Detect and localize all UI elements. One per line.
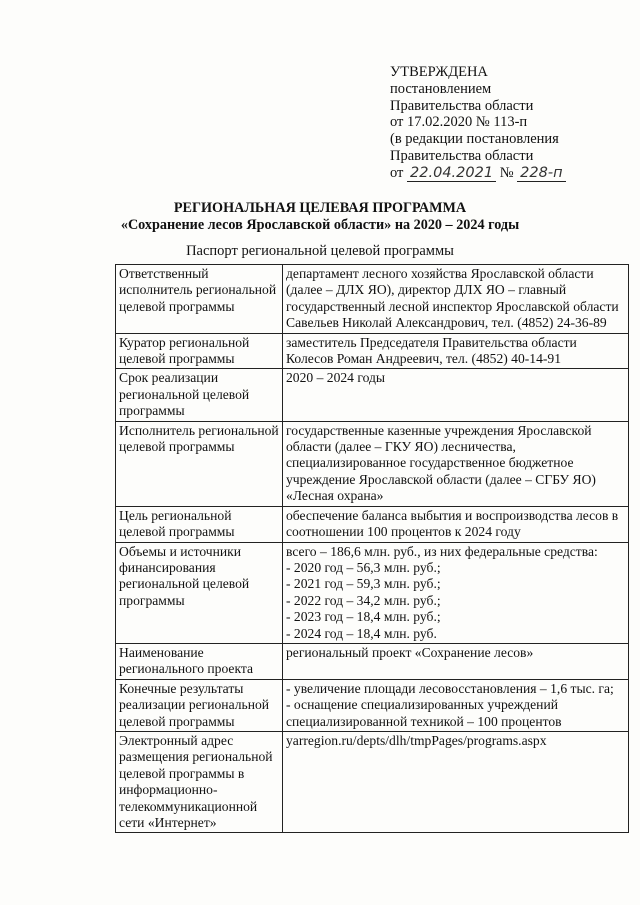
table-row — [116, 679, 629, 731]
financing-line: - 2024 год – 18,4 млн. руб. — [286, 625, 437, 641]
row-label: Исполнитель региональной целевой программы — [116, 421, 283, 506]
table-row — [116, 369, 629, 421]
row-value: департамент лесного хозяйства Ярославской области (далее – ДЛХ ЯО), директор ДЛХ ЯО – главный государственный лесной инспектор Ярославской области Савельев Николай Александрович, тел. (4852) 24-36-89 — [283, 265, 629, 334]
date-prefix: от — [390, 164, 404, 181]
row-value-url: yarregion.ru/depts/dlh/tmpPages/programs.aspx — [283, 731, 629, 832]
number-prefix: № — [499, 164, 514, 181]
passport-subtitle: Паспорт региональной целевой программы — [186, 243, 454, 259]
row-label: Ответственный исполнитель региональной целевой программы — [116, 265, 283, 334]
approval-line: постановлением — [390, 80, 492, 97]
result-line: - увеличение площади лесовосстановления – 1,6 тыс. га; — [286, 680, 614, 696]
row-label: Наименование регионального проекта — [116, 643, 283, 679]
row-label: Срок реализации региональной целевой программы — [116, 369, 283, 421]
passport-table — [115, 264, 629, 833]
row-value: заместитель Председателя Правительства области Колесов Роман Андреевич, тел. (4852) 40-14-91 — [283, 333, 629, 369]
approval-line: УТВЕРЖДЕНА — [390, 64, 488, 80]
row-value-financing — [283, 542, 629, 643]
approval-line: (в редакции постановления — [390, 131, 559, 148]
result-line: - оснащение специализированных учреждений специализированной техникой – 100 процентов — [286, 697, 562, 729]
title-line-1: РЕГИОНАЛЬНАЯ ЦЕЛЕВАЯ ПРОГРАММА — [173, 200, 467, 216]
table-row — [116, 421, 629, 506]
financing-line: - 2021 год – 59,3 млн. руб.; — [286, 576, 441, 592]
approval-line: Правительства области — [390, 147, 534, 164]
financing-line: - 2022 год – 34,2 млн. руб.; — [286, 592, 441, 608]
financing-line: всего – 186,6 млн. руб., из них федеральные средства: — [286, 543, 598, 559]
approval-line: Правительства области — [390, 97, 534, 114]
table-row — [116, 506, 629, 542]
page-title — [0, 200, 640, 234]
row-label: Объемы и источники финансирования региональной целевой программы — [116, 542, 283, 643]
row-label: Конечные результаты реализации региональной целевой программы — [116, 679, 283, 731]
row-value: 2020 – 2024 годы — [283, 369, 629, 421]
row-value: региональный проект «Сохранение лесов» — [283, 643, 629, 679]
handwritten-date: 22.04.2021 — [407, 165, 496, 182]
row-value: обеспечение баланса выбытия и воспроизводства лесов в соотношении 100 процентов к 2024 году — [283, 506, 629, 542]
row-value: государственные казенные учреждения Ярославской области (далее – ГКУ ЯО) лесничества, специализированное государственное бюджетное учреждение Ярославской области (далее – СГБУ ЯО) «Лесная охрана» — [283, 421, 629, 506]
row-label: Электронный адрес размещения региональной целевой программы в информационно-телекоммуникационной сети «Интернет» — [116, 731, 283, 832]
table-row — [116, 542, 629, 643]
approval-stamp — [390, 64, 630, 182]
table-row — [116, 643, 629, 679]
table-row — [116, 333, 629, 369]
row-label: Куратор региональной целевой программы — [116, 333, 283, 369]
row-label: Цель региональной целевой программы — [116, 506, 283, 542]
financing-line: - 2020 год – 56,3 млн. руб.; — [286, 559, 441, 575]
approval-line: от 17.02.2020 № 113-п — [390, 114, 528, 131]
approval-date-line — [390, 165, 630, 182]
handwritten-number: 228-п — [517, 165, 565, 182]
table-row — [116, 265, 629, 334]
financing-line: - 2023 год – 18,4 млн. руб.; — [286, 609, 441, 625]
row-value-results — [283, 679, 629, 731]
title-line-2: «Сохранение лесов Ярославской области» на 2020 – 2024 годы — [120, 217, 520, 233]
table-row — [116, 731, 629, 832]
